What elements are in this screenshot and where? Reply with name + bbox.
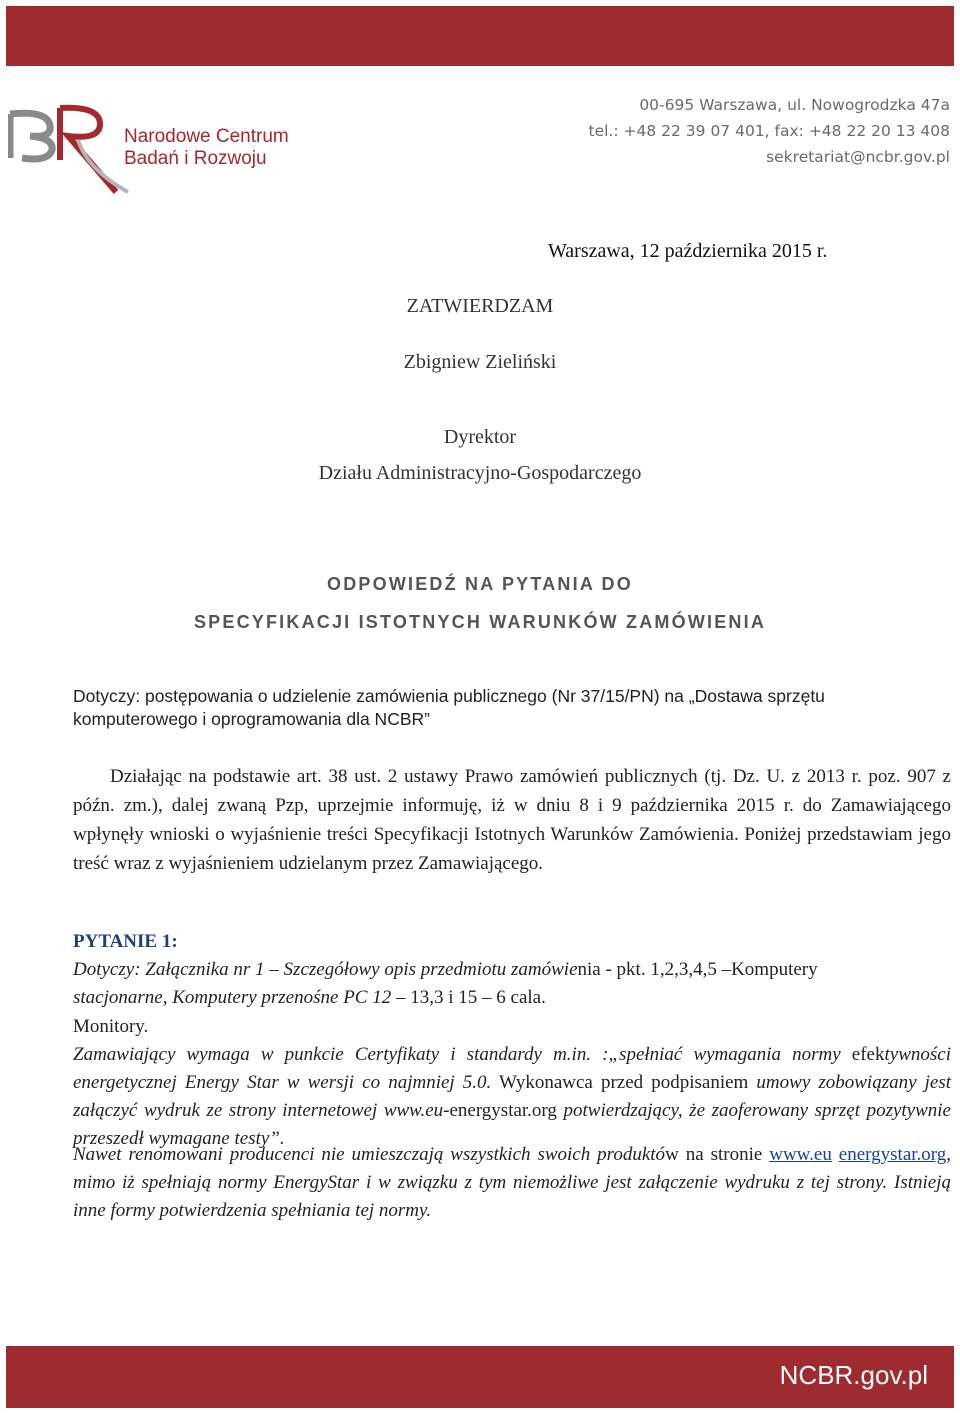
monitors-label: Monitory. — [73, 1016, 149, 1037]
req-text-7: potwierdzający, że zaoferowany sprzęt pozytywnie przeszedł wymagane testy”. — [73, 1100, 951, 1149]
req-text-5: umowy zobowiązany jest załączyć wydruk ze strony internetowej www.eu — [73, 1072, 951, 1121]
energystar-link-part2[interactable]: energystar.org — [838, 1144, 947, 1165]
req-text-3: tywności energetycznej Energy Star w wersji co najmniej 5.0. — [73, 1044, 951, 1093]
header-bar — [6, 6, 954, 66]
question-text-3: , mimo iż spełniają normy EnergyStar i w związku z tym niemożliwe jest załączenie wydruku z tej strony. Istnieją inne formy potwierdzenia spełniania tej normy. — [73, 1144, 952, 1221]
question-paragraph — [73, 1141, 951, 1225]
footer-website[interactable]: NCBR.gov.pl — [779, 1360, 928, 1390]
email: sekretariat@ncbr.gov.pl — [766, 148, 950, 166]
intro-text: Działając na podstawie art. 38 ust. 2 ustawy Prawo zamówień publicznych (tj. Dz. U. z 2013 r. poz. 907 z późn. zm.), dalej zwaną Pzp, uprzejmie informuję, iż w dniu 8 i 9 października 2015 r. do Zamawiającego wpłynęły wnioski o wyjaśnienie treści Specyfikacji Istotnych Warunków Zamówienia. — [73, 766, 951, 845]
subject-line: Dotyczy: postępowania o udzielenie zamówienia publicznego (Nr 37/15/PN) na „Dostawa sprzętu komputerowego i oprogramowania dla NCBR” — [73, 686, 825, 729]
question-reference — [73, 956, 951, 1012]
req-text-4: Wykonawca przed podpisaniem — [491, 1072, 749, 1093]
intro-paragraph — [73, 762, 951, 878]
question-ref-rest-2: – 13,3 i 15 – 6 cala. — [391, 987, 546, 1008]
phone-fax: tel.: +48 22 39 07 401, fax: +48 22 20 13 408 — [588, 122, 950, 140]
req-text-1: Zamawiający wymaga w punkcie Certyfikaty i standardy m.in. :„spełniać wymagania normy — [73, 1044, 841, 1065]
question-ref-rest: nia - pkt. 1,2,3,4,5 –Komputery — [577, 959, 818, 980]
org-name-line2: Badań i Rozwoju — [124, 148, 267, 169]
approval-heading: ZATWIERDZAM — [406, 295, 554, 317]
question-ref-italic-2: stacjonarne, Komputery przenośne PC 12 — [73, 987, 392, 1008]
approver-department: Działu Administracyjno-Gospodarczego — [318, 462, 642, 484]
question-text-1: Nawet renomowani producenci nie umieszczają wszystkich swoich produktó — [73, 1144, 666, 1165]
document-title-line1: ODPOWIEDŹ NA PYTANIA DO — [327, 574, 633, 594]
question-title: PYTANIE 1: — [73, 931, 178, 952]
approver-name: Zbigniew Zieliński — [403, 351, 557, 373]
document-date: Warszawa, 12 października 2015 r. — [548, 240, 828, 262]
requirement-paragraph — [73, 1041, 951, 1153]
footer-bar — [6, 1346, 954, 1408]
document-title-line2: SPECYFIKACJI ISTOTNYCH WARUNKÓW ZAMÓWIENIA — [193, 612, 767, 632]
req-text-6: -energystar.org — [443, 1100, 557, 1121]
organization-name — [124, 126, 289, 170]
question-text-2: w na stronie — [665, 1144, 763, 1165]
contact-info — [589, 92, 950, 170]
approver-role: Dyrektor — [443, 426, 517, 448]
address: 00-695 Warszawa, ul. Nowogrodzka 47a — [639, 96, 950, 114]
req-text-2: efek — [840, 1044, 885, 1065]
intro-text-2: Poniżej przedstawiam jego treść wraz z wyjaśnieniem udzielanym przez Zamawiającego. — [73, 824, 951, 874]
question-ref-italic: Dotyczy: Załącznika nr 1 – Szczegółowy opis przedmiotu zamówie — [73, 959, 578, 980]
org-name-line1: Narodowe Centrum — [124, 126, 289, 147]
energystar-link-part1[interactable]: www.eu — [769, 1144, 832, 1165]
